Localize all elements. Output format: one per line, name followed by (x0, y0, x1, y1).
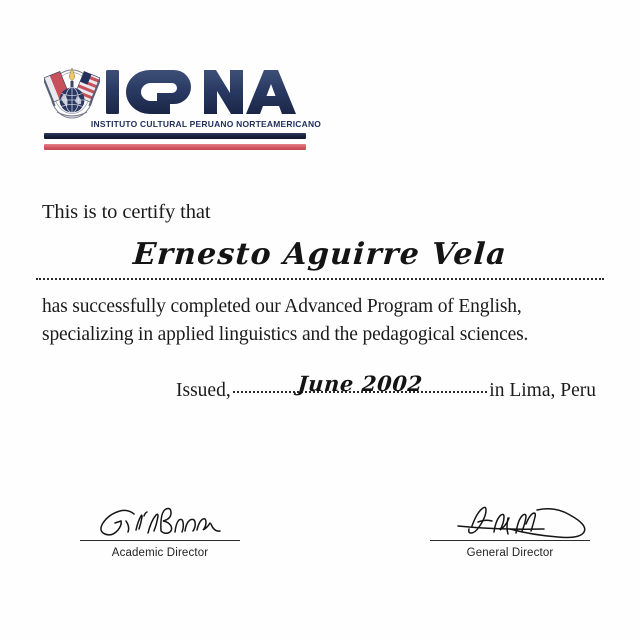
statement-line-1: has successfully completed our Advanced Program of English, (42, 296, 522, 317)
signature-role-general-director: General Director (466, 547, 554, 559)
issued-row (176, 371, 596, 402)
red-rule (44, 144, 306, 150)
name-leader-line (36, 275, 604, 280)
recipient-name: Ernesto Aguirre Vela (131, 237, 509, 272)
issued-label: Issued, (176, 380, 231, 401)
signature-role-academic-director: Academic Director (111, 547, 209, 559)
signature-block-general-director (398, 500, 622, 559)
gail-brown-signature (48, 500, 272, 542)
statement-block (42, 293, 602, 349)
certify-line: This is to certify that (42, 201, 211, 223)
general-director-signature (398, 500, 622, 542)
icpna-wordmark (104, 64, 316, 120)
issued-place: in Lima, Peru (489, 380, 596, 401)
signature-block-academic-director (48, 500, 272, 559)
logo-row (44, 62, 306, 120)
statement-line-2: specializing in applied linguistics and the pedagogical sciences. (42, 324, 529, 345)
recipient-name-block (36, 236, 604, 280)
signature-rule (430, 540, 590, 541)
icpna-crest-emblem (44, 60, 100, 122)
signature-rule (80, 540, 240, 541)
navy-rule (44, 133, 306, 139)
issued-date: June 2002 (296, 371, 424, 396)
letterhead (44, 62, 322, 150)
org-subtitle: INSTITUTO CULTURAL PERUANO NORTEAMERICANO (90, 119, 322, 129)
issued-date-field (233, 371, 488, 396)
